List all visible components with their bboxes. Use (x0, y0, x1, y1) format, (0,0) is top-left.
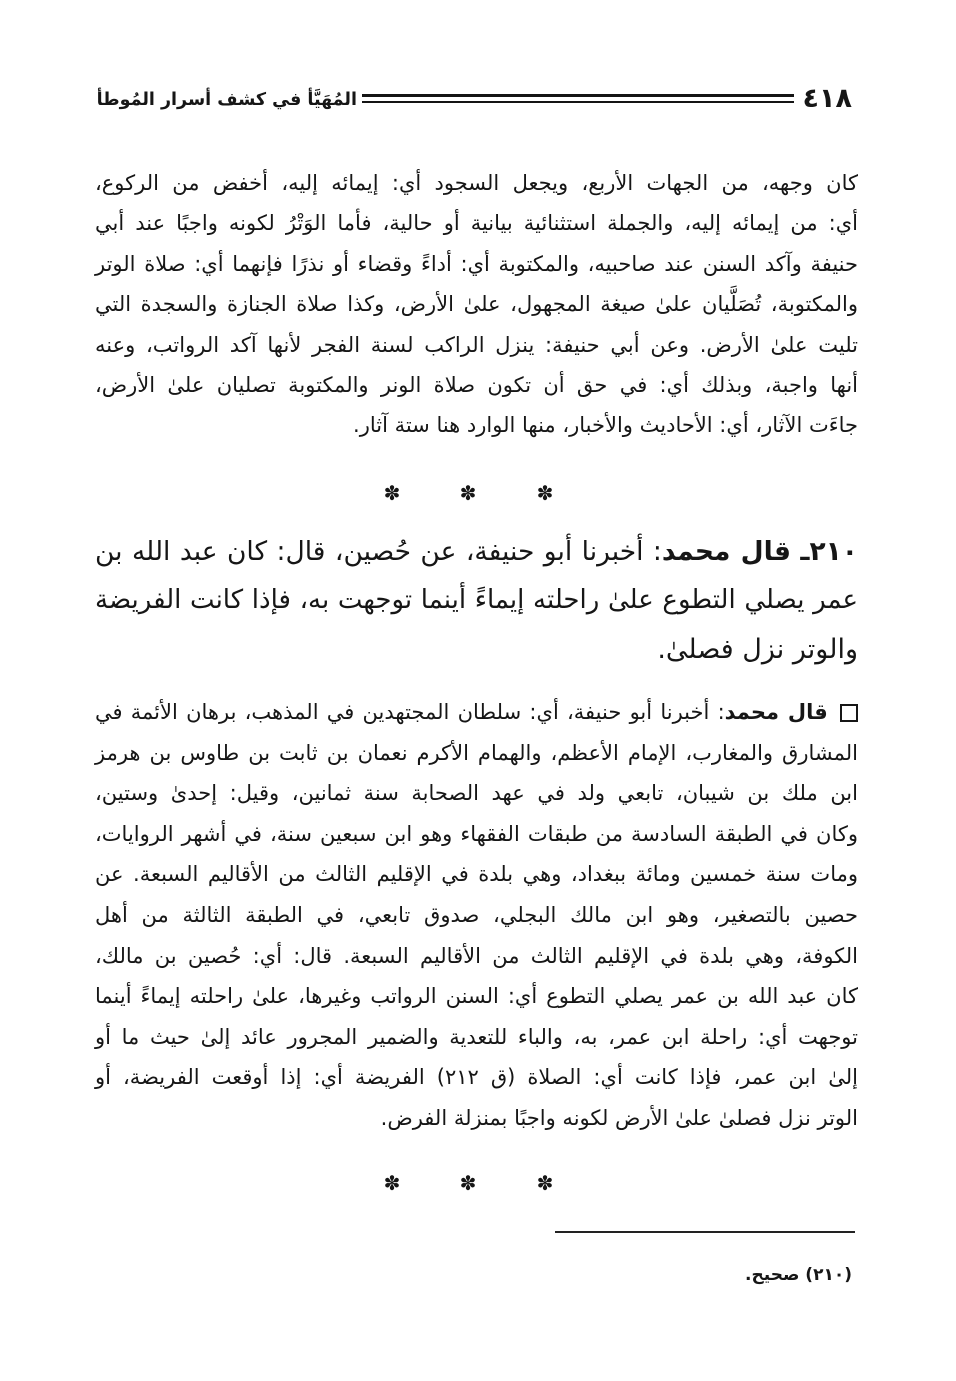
commentary-line: ابن ملك بن شيبان، تابعي ولد في عهد الصحابة سنة ثمانين، وقيل: إحدىٰ وستين، (95, 781, 858, 806)
separator-star-icon: ✽ (459, 1171, 477, 1195)
commentary-line: حنيفة وآكد السنن عند صاحبيه، والمكتوبة أي: أداءً وقضاء أو نذرًا فإنهما أي: صلاة الوتر (95, 251, 858, 276)
commentary-line: حصين بالتصغير، وهو ابن مالك البجلي، صدوق تابعي، في الطبقة الثالثة من أهل (95, 902, 858, 927)
square-marker-icon (840, 704, 858, 722)
commentary-line: كان عبد الله بن عمر يصلي التطوع أي: السنن الرواتب وغيرها، علىٰ راحلته إيماءً أينما (95, 984, 858, 1009)
section-separator (0, 1168, 956, 1198)
commentary-block-2 (95, 692, 858, 1139)
separator-star-icon: ✽ (536, 481, 554, 505)
commentary-block-1 (95, 163, 858, 446)
hadith-text: : أخبرنا أبو حنيفة، عن حُصين، قال: كان عبد الله بن (95, 536, 662, 567)
header-rule-thin (362, 101, 794, 103)
separator-star-icon: ✽ (459, 481, 477, 505)
commentary-line: تليت علىٰ الأرض. وعن أبي حنيفة: ينزل الراكب لسنة الفجر لأنها آكد الرواتب، وعنه (95, 332, 858, 357)
commentary-line: الكوفة، وهي بلدة في الإقليم الثالث من الأقاليم السبعة. قال: أي: حُصين بن مالك، (95, 943, 858, 968)
commentary-line: والمكتوبة، تُصَلَّيان علىٰ صيغة المجهول، علىٰ الأرض، وكذا صلاة الجنازة والسجدة التي (95, 292, 858, 317)
hadith-line: عمر يصلي التطوع علىٰ راحلته إيماءً أينما توجهت به، فإذا كانت الفريضة (95, 585, 858, 615)
separator-star-icon: ✽ (383, 1171, 401, 1195)
commentary-line: جاءَت الآثار، أي: الأحاديث والأخبار، منها الوارد هنا ستة آثار. (353, 413, 858, 438)
section-separator (0, 478, 956, 508)
separator-star-icon: ✽ (536, 1171, 554, 1195)
running-title: المُهَيَّأ في كشف أسرار المُوطأ (96, 90, 357, 110)
header-rule-thick (362, 94, 794, 97)
commentary-line: وكان في الطبقة السادسة من طبقات الفقهاء وهو ابن سبعين سنة، في أشهر الروايات، (95, 821, 858, 846)
commentary-line (95, 692, 858, 733)
hadith-number: ٢١٠ـ (800, 536, 858, 567)
separator-star-icon: ✽ (383, 481, 401, 505)
footnote-rule (555, 1231, 855, 1233)
commentary-line: الوتر نزل فصلىٰ علىٰ الأرض لكونه واجبًا بمنزلة الفرض. (380, 1105, 858, 1130)
hadith-narrator-label: قال محمد (661, 536, 791, 567)
footnote: (٢١٠) صحيح. (745, 1265, 852, 1285)
commentary-narrator-label: قال محمد (724, 700, 828, 724)
hadith-line (95, 527, 858, 576)
commentary-line: ومات سنة خمسين ومائة ببغداد، وهي بلدة في الإقليم الثالث من الأقاليم السبعة. عن (95, 862, 858, 887)
commentary-line: توجهت أي: راحلة ابن عمر، به، والباء للتعدية والضمير المجرور عائد إلىٰ حيث ما أو (95, 1024, 858, 1049)
hadith-line: والوتر نزل فصلىٰ. (657, 634, 858, 665)
commentary-text: : أخبرنا أبو حنيفة، أي: سلطان المجتهدين في المذهب، برهان الأئمة في (95, 700, 725, 724)
commentary-line: كان وجهه، من الجهات الأربع، ويجعل السجود أي: إيمائه إليه، أخفض من الركوع، (95, 171, 858, 195)
commentary-line: أنها واجبة، وبذلك أي: في حق أن تكون صلاة الونر والمكتوبة تصليان علىٰ الأرض، (95, 373, 858, 398)
commentary-line: أي: من إيمائه إليه، والجملة استثنائية بيانية أو حالية، فأما الوَتْرُ لكونه واجبًا عند أبي (95, 211, 858, 236)
commentary-line: إلىٰ ابن عمر، فإذا كانت أي: الصلاة (ق ٢١٢) الفريضة أي: إذا أوقعت الفريضة، أو (95, 1065, 858, 1090)
commentary-line: المشارق والمغارب، الإمام الأعظم، والهمام الأكرم نعمان بن ثابت بن طاوس بن هرمز (95, 740, 858, 765)
page-number: ٤١٨ (802, 83, 852, 114)
hadith-block (95, 527, 858, 674)
